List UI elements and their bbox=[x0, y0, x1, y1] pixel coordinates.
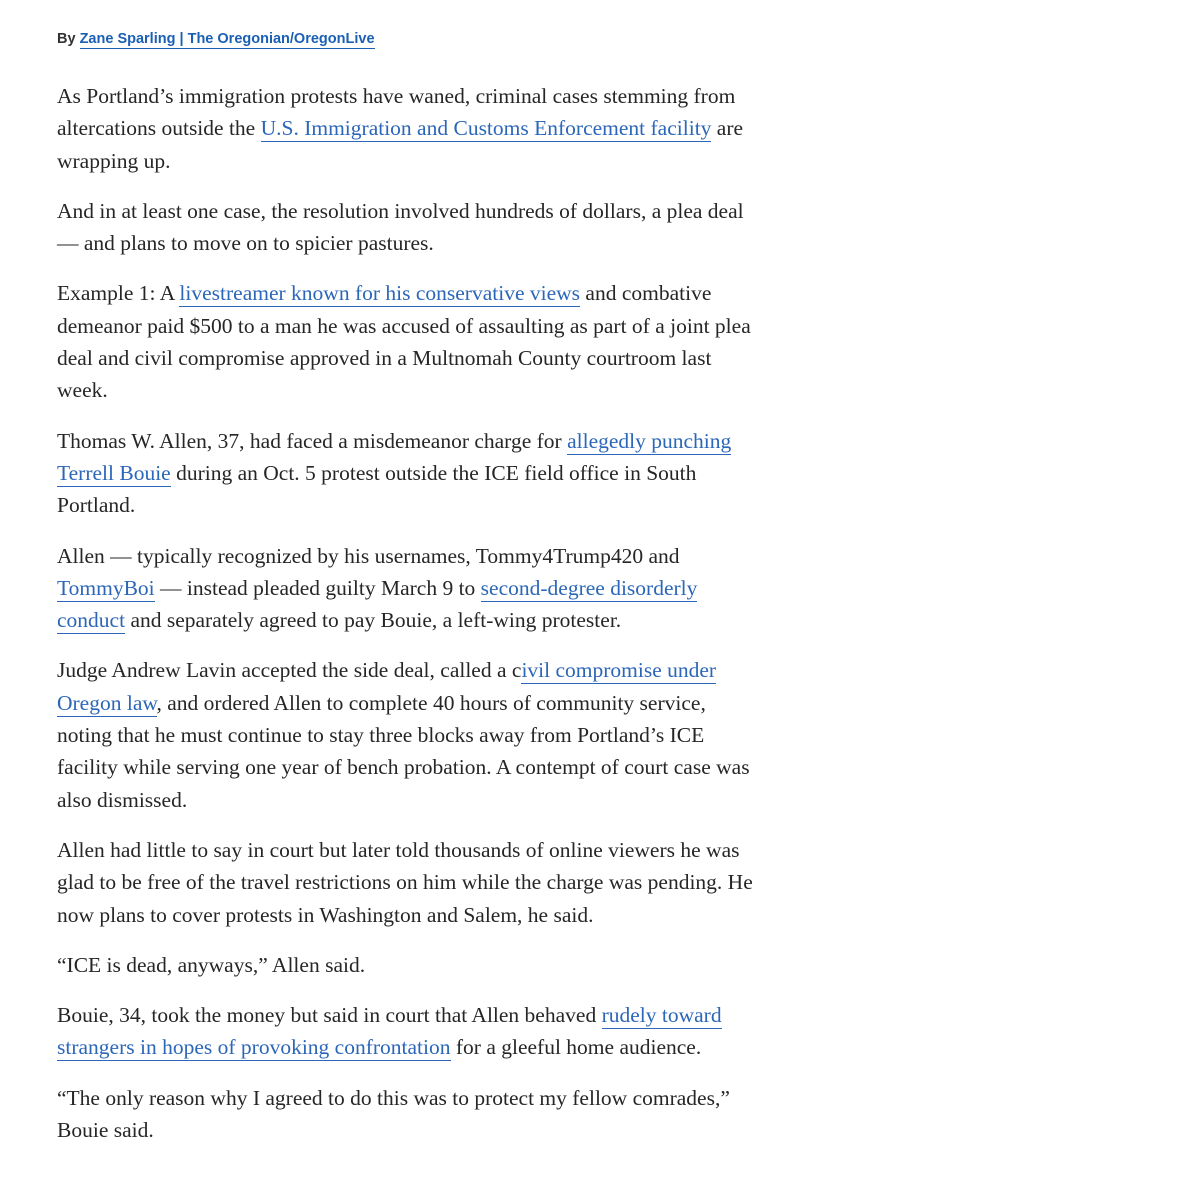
paragraph-4 bbox=[57, 425, 757, 522]
paragraph-text: are wrapping up. bbox=[57, 116, 744, 173]
paragraph-text: — instead pleaded guilty March 9 to bbox=[154, 575, 481, 600]
paragraph-6 bbox=[57, 654, 757, 815]
paragraph-text: Allen — typically recognized by his usernames, Tommy4Trump420 and bbox=[57, 543, 680, 568]
paragraph-text: and separately agreed to pay Bouie, a left-wing protester. bbox=[125, 608, 622, 633]
paragraph-text: for a gleeful home audience. bbox=[450, 1035, 702, 1060]
byline-prefix: By bbox=[57, 31, 76, 47]
paragraph-text: And in at least one case, the resolution involved hundreds of dollars, a plea deal — and plans to move on to spicier pastures. bbox=[57, 198, 744, 256]
byline bbox=[57, 28, 757, 50]
paragraph-text: Judge Andrew Lavin accepted the side deal, called a c bbox=[57, 658, 522, 683]
rudely-toward-strangers-link[interactable]: rudely toward strangers in hopes of provoking confrontation bbox=[57, 1003, 722, 1060]
byline-link[interactable] bbox=[80, 31, 375, 49]
paragraph-1 bbox=[57, 80, 757, 177]
article-body bbox=[57, 28, 757, 1164]
paragraph-text: Thomas W. Allen, 37, had faced a misdemeanor charge for bbox=[57, 428, 568, 453]
civil-compromise-link[interactable]: ivil compromise under Oregon law bbox=[57, 658, 717, 715]
paragraph-text: “ICE is dead, anyways,” Allen said. bbox=[57, 952, 366, 977]
paragraph-7 bbox=[57, 834, 757, 931]
paragraph-text: and combative demeanor paid $500 to a man he was accused of assaulting as part of a joint plea deal and civil compromise approved in a Multnomah County courtroom last week. bbox=[57, 281, 751, 403]
livestreamer-link[interactable]: livestreamer known for his conservative views bbox=[179, 281, 581, 306]
outlet-name[interactable]: The Oregonian/OregonLive bbox=[187, 31, 375, 47]
ice-facility-link[interactable]: U.S. Immigration and Customs Enforcement facility bbox=[260, 116, 712, 141]
paragraph-text: Allen had little to say in court but later told thousands of online viewers he was glad to be free of the travel restrictions on him while the charge was pending. He now plans to cover protests in Washington and Salem, he said. bbox=[57, 837, 753, 927]
paragraph-text: Example 1: A bbox=[57, 281, 180, 306]
paragraph-10 bbox=[57, 1082, 757, 1147]
paragraph-text: “The only reason why I agreed to do this was to protect my fellow comrades,” Bouie said. bbox=[57, 1085, 730, 1143]
paragraph-9 bbox=[57, 999, 757, 1064]
paragraph-5 bbox=[57, 540, 757, 637]
byline-separator: | bbox=[179, 31, 184, 47]
paragraph-2 bbox=[57, 195, 757, 260]
paragraph-text: As Portland’s immigration protests have waned, criminal cases stemming from altercations outside the bbox=[57, 84, 736, 141]
paragraph-3 bbox=[57, 277, 757, 406]
paragraph-text: Bouie, 34, took the money but said in court that Allen behaved bbox=[57, 1003, 602, 1028]
disorderly-conduct-link[interactable]: second-degree disorderly conduct bbox=[57, 575, 698, 633]
tommyboi-link[interactable]: TommyBoi bbox=[57, 575, 155, 600]
paragraph-text: during an Oct. 5 protest outside the ICE field office in South Portland. bbox=[57, 460, 697, 518]
allegedly-punching-link[interactable]: allegedly punching Terrell Bouie bbox=[57, 428, 732, 485]
paragraph-8 bbox=[57, 949, 757, 981]
paragraph-text: , and ordered Allen to complete 40 hours of community service, noting that he must continue to stay three blocks away from Portland’s ICE facility while serving one year of bench probation. A contempt of court case was also dismissed. bbox=[57, 690, 750, 812]
author-name[interactable]: Zane Sparling bbox=[79, 31, 176, 47]
